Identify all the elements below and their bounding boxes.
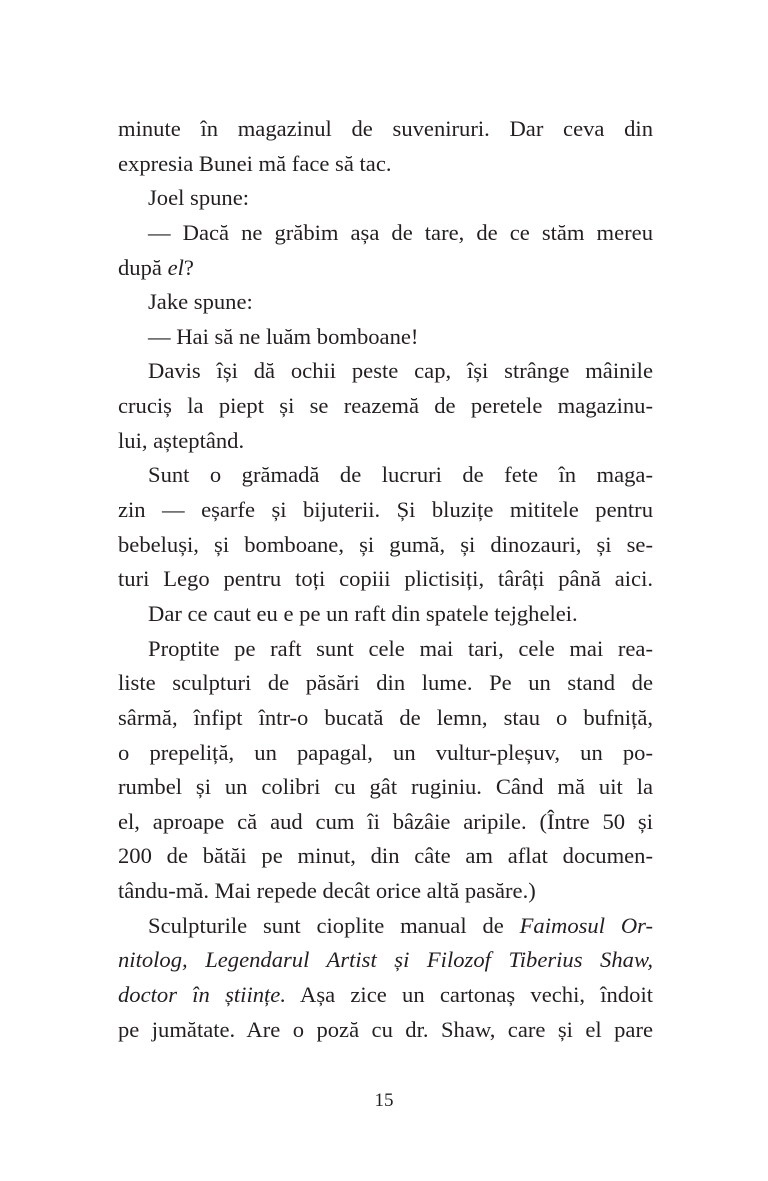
text-line (118, 493, 653, 528)
text-segment: rumbel și un colibri cu gât ruginiu. Când mă uit la (118, 774, 653, 800)
text-line (118, 597, 653, 632)
text-line (118, 285, 653, 320)
text-segment: Davis își dă ochii peste cap, își strânge mâinile (148, 358, 653, 384)
text-line (118, 424, 653, 459)
text-line (118, 181, 653, 216)
text-segment: zin — eșarfe și bijuterii. Și bluzițe mititele pentru (118, 497, 653, 523)
text-segment: cruciș la piept și se reazemă de peretele magazinu- (118, 393, 653, 419)
text-segment: tându-mă. Mai repede decât orice altă pasăre.) (118, 878, 536, 904)
text-line (118, 1013, 653, 1048)
italic-text: Faimosul Or- (519, 912, 654, 938)
text-line (118, 736, 653, 771)
text-line (118, 978, 653, 1013)
text-segment: liste sculpturi de păsări din lume. Pe un stand de (118, 670, 653, 696)
italic-text: nitolog, Legendarul Artist și Filozof Tiberius Shaw, (118, 947, 653, 973)
text-line (118, 770, 653, 805)
text-segment: Așa zice un cartonaș vechi, îndoit (285, 982, 653, 1008)
text-segment: Sunt o grămadă de lucruri de fete în maga- (148, 462, 653, 488)
text-line (118, 458, 653, 493)
text-segment: minute în magazinul de suveniruri. Dar ceva din (118, 116, 653, 141)
text-line (118, 909, 653, 944)
text-line (118, 112, 653, 147)
text-segment: sârmă, înfipt într-o bucată de lemn, stau o bufniță, (118, 704, 653, 730)
text-line (118, 562, 653, 597)
italic-text: doctor în științe. (118, 982, 286, 1008)
body-text (118, 112, 653, 1047)
text-line (118, 666, 653, 701)
text-line (118, 251, 653, 286)
page-number: 15 (374, 1090, 394, 1111)
text-line (118, 839, 653, 874)
italic-text: el (167, 254, 184, 280)
text-line (118, 528, 653, 563)
text-segment: ? (183, 254, 194, 280)
text-line (118, 874, 653, 909)
text-segment: după (118, 254, 168, 280)
text-line (118, 320, 653, 355)
text-segment: pe jumătate. Are o poză cu dr. Shaw, care și el pare (118, 1016, 653, 1042)
text-line (118, 943, 653, 978)
text-segment: expresia Bunei mă face să tac. (118, 150, 392, 176)
text-segment: Proptite pe raft sunt cele mai tari, cele mai rea- (148, 635, 653, 661)
text-segment: o prepeliță, un papagal, un vultur-pleșuv, un po- (118, 739, 653, 765)
text-line (118, 632, 653, 667)
text-segment: bebeluși, și bomboane, și gumă, și dinozauri, și se- (118, 531, 653, 557)
text-segment: Sculpturile sunt cioplite manual de (148, 912, 520, 938)
text-segment: turi Lego pentru toți copiii plictisiți, târâți până aici. (118, 566, 653, 592)
text-line (118, 389, 653, 424)
text-line (118, 805, 653, 840)
text-segment: Dar ce caut eu e pe un raft din spatele tejghelei. (148, 600, 578, 626)
text-segment: 200 de bătăi pe minut, din câte am aflat documen- (118, 843, 653, 869)
text-segment: Joel spune: (148, 185, 250, 211)
text-line (118, 701, 653, 736)
text-segment: — Dacă ne grăbim așa de tare, de ce stăm mereu (148, 219, 653, 245)
text-segment: Jake spune: (148, 289, 253, 315)
text-line (118, 147, 653, 182)
text-segment: — Hai să ne luăm bomboane! (148, 323, 419, 349)
text-segment: el, aproape că aud cum îi bâzâie aripile. (Între 50 și (118, 808, 653, 834)
text-line (118, 354, 653, 389)
text-segment: lui, așteptând. (118, 427, 245, 453)
text-line (118, 216, 653, 251)
